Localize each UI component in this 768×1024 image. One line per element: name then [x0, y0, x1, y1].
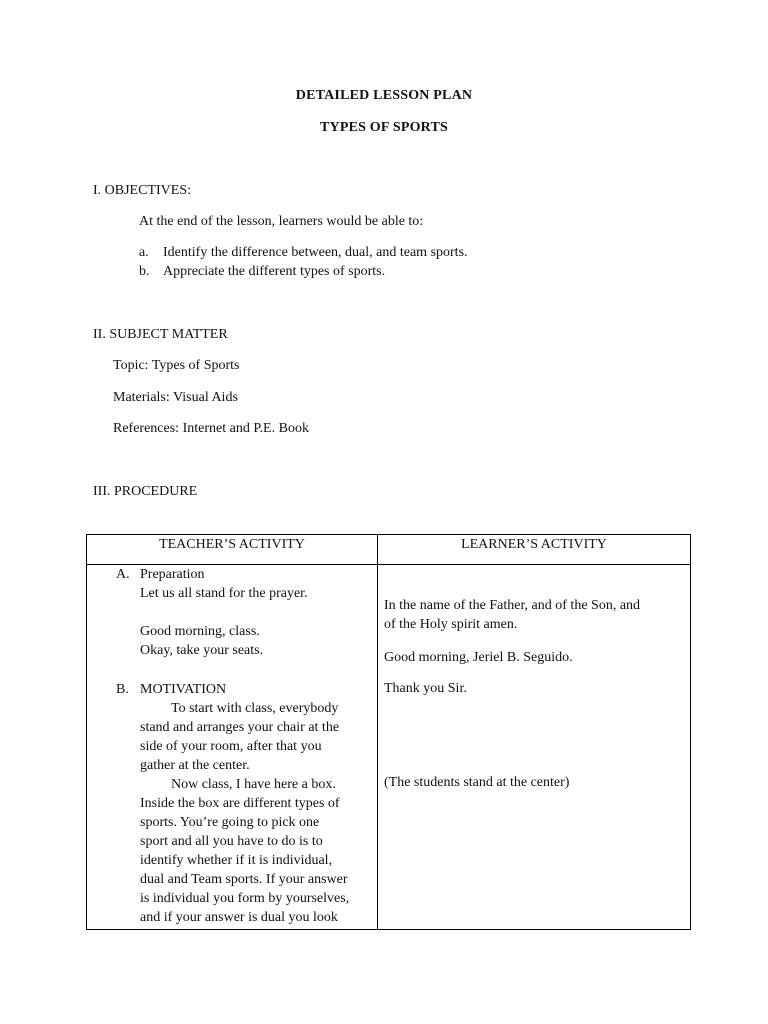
teacher-line: and if your answer is dual you look: [140, 910, 338, 925]
list-marker: b.: [139, 264, 150, 279]
teacher-activity-cell: [87, 565, 378, 930]
section-title: MOTIVATION: [140, 682, 227, 697]
table-header-row: [87, 535, 691, 565]
teacher-line: To start with class, everybody: [171, 701, 339, 716]
list-marker: a.: [139, 245, 149, 260]
objectives-heading: I. OBJECTIVES:: [93, 183, 191, 198]
teacher-line: sport and all you have to do is to: [140, 834, 323, 849]
learner-line: (The students stand at the center): [384, 775, 570, 790]
learner-line: Good morning, Jeriel B. Seguido.: [384, 650, 573, 665]
document-title: DETAILED LESSON PLAN: [295, 88, 473, 103]
teacher-line: Let us all stand for the prayer.: [140, 586, 308, 601]
teacher-line: sports. You’re going to pick one: [140, 815, 320, 830]
procedure-table: [86, 534, 691, 930]
teacher-line: stand and arranges your chair at the: [140, 720, 340, 735]
teacher-line: Good morning, class.: [140, 624, 260, 639]
procedure-heading: III. PROCEDURE: [93, 484, 198, 499]
header-teacher: [87, 535, 378, 565]
section-marker: B.: [116, 682, 129, 697]
teacher-line: dual and Team sports. If your answer: [140, 872, 348, 887]
header-learner-label: LEARNER’S ACTIVITY: [461, 537, 607, 552]
teacher-line: Inside the box are different types of: [140, 796, 340, 811]
teacher-line: identify whether if it is individual,: [140, 853, 333, 868]
section-title: Preparation: [140, 567, 205, 582]
subject-references: References: Internet and P.E. Book: [113, 421, 309, 436]
objective-item: [139, 245, 468, 261]
objective-text: Appreciate the different types of sports.: [163, 264, 386, 279]
objectives-intro: At the end of the lesson, learners would be able to:: [139, 214, 424, 229]
teacher-line: side of your room, after that you: [140, 739, 322, 754]
subject-materials: Materials: Visual Aids: [113, 390, 238, 405]
objective-text: Identify the difference between, dual, and team sports.: [163, 245, 468, 260]
subject-matter-heading: II. SUBJECT MATTER: [93, 327, 228, 342]
section-marker: A.: [116, 567, 130, 582]
document-subtitle: TYPES OF SPORTS: [319, 120, 448, 135]
learner-activity-cell: [378, 565, 691, 930]
header-teacher-label: TEACHER’S ACTIVITY: [159, 537, 305, 552]
teacher-line: Okay, take your seats.: [140, 643, 264, 658]
subject-topic: Topic: Types of Sports: [113, 358, 240, 373]
header-learner: [378, 535, 691, 565]
learner-line: In the name of the Father, and of the Son, and: [384, 598, 641, 613]
teacher-line: Now class, I have here a box.: [171, 777, 336, 792]
learner-line: of the Holy spirit amen.: [384, 617, 518, 632]
table-row: [87, 565, 691, 930]
objective-item: [139, 264, 385, 280]
teacher-line: gather at the center.: [140, 758, 250, 773]
learner-line: Thank you Sir.: [384, 681, 467, 696]
teacher-line: is individual you form by yourselves,: [140, 891, 350, 906]
